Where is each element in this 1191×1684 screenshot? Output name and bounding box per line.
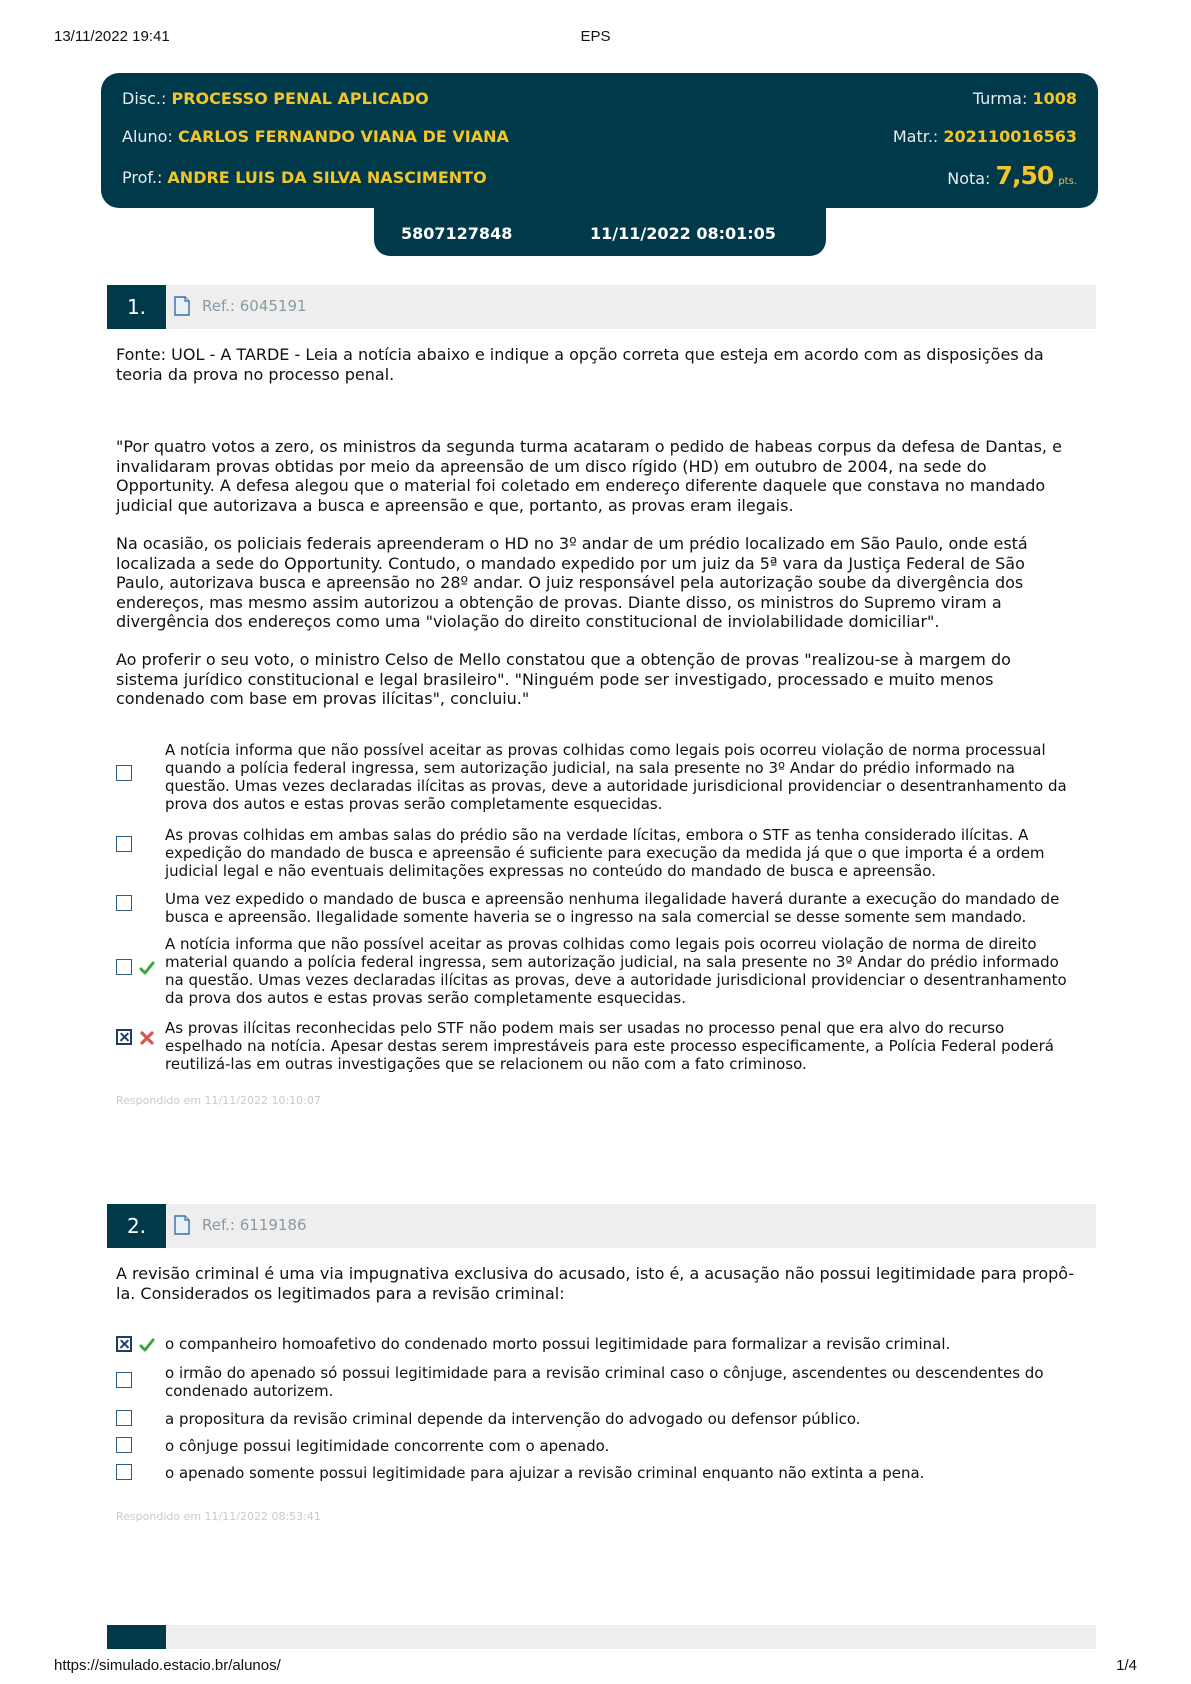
option-checkbox-checked[interactable] <box>116 1029 132 1045</box>
option-text: o apenado somente possui legitimidade para ajuizar a revisão criminal enquanto não extinta a pena. <box>165 1464 925 1482</box>
option-checkbox[interactable] <box>116 1464 132 1480</box>
exam-header-card <box>101 73 1098 208</box>
option-checkbox[interactable] <box>116 895 132 911</box>
question-3-header <box>107 1625 1096 1649</box>
option-text: a propositura da revisão criminal depende da intervenção do advogado ou defensor público. <box>165 1410 861 1428</box>
option-checkbox[interactable] <box>116 836 132 852</box>
question-1-answered-at: Respondido em 11/11/2022 10:10:07 <box>116 1094 321 1107</box>
option-checkbox[interactable] <box>116 1410 132 1426</box>
question-1-header <box>107 285 1096 329</box>
question-1-paragraph-2: Na ocasião, os policiais federais apreenderam o HD no 3º andar de um prédio localizado em São Paulo, onde está localizada a sede do Opportunity. Contudo, o mandado expedido por um juiz da 5ª vara da Justiça Federal de São Paulo, autorizava busca e apreensão no 28º andar. O juiz responsável pela autorização soube da divergência dos endereços, mas mesmo assim autorizou a obtenção de provas. Diante disso, os ministros do Supremo viram a divergência dos endereços como uma "violação do direito constitucional de inviolabilidade domiciliar". <box>116 534 1028 631</box>
registration-label: Matr.: <box>892 127 939 146</box>
option-text: o irmão do apenado só possui legitimidade para a revisão criminal caso o cônjuge, ascendentes ou descendentes do condenado autorizem. <box>165 1364 1044 1400</box>
class-value: 1008 <box>1032 89 1077 108</box>
print-url: https://simulado.estacio.br/alunos/ <box>54 1657 281 1674</box>
option-checkbox[interactable] <box>116 1437 132 1453</box>
registration <box>893 127 1077 146</box>
question-1-paragraph-3: Ao proferir o seu voto, o ministro Celso de Mello constatou que a obtenção de provas "realizou-se à margem do sistema jurídico constitucional e legal brasileiro". "Ninguém pode ser investigado, processado e muito menos condenado com base em provas ilícitas", concluiu." <box>116 650 1011 708</box>
question-number: 1. <box>107 285 166 329</box>
professor <box>122 168 487 187</box>
question-2-answered-at: Respondido em 11/11/2022 08:53:41 <box>116 1510 321 1523</box>
exam-id: 5807127848 <box>401 224 513 243</box>
discipline-label: Disc.: <box>122 89 167 108</box>
question-ref: Ref.: 6119186 <box>202 1216 307 1234</box>
discipline-value: PROCESSO PENAL APLICADO <box>171 89 429 108</box>
option-text: As provas ilícitas reconhecidas pelo STF não podem mais ser usadas no processo penal que era alvo do recurso espelhado na notícia. Apesar destas serem imprestáveis para este processo especificamente, a Polícia Federal poderá reutilizá-las em outras investigações que se relacionem ou não com a fato criminoso. <box>165 1019 1054 1073</box>
class-label: Turma: <box>972 89 1028 108</box>
option-checkbox[interactable] <box>116 1372 132 1388</box>
grade-unit: pts. <box>1058 176 1077 187</box>
grade-value: 7,50 <box>995 161 1054 190</box>
option-text: A notícia informa que não possível aceitar as provas colhidas como legais pois ocorreu violação de norma processual quando a polícia federal ingressa, sem autorização judicial, na sala presente no 3º Andar do prédio informado na questão. Umas vezes declaradas ilícitas as provas, deve a autoridade jurisdicional providenciar o desentranhamento da prova dos autos e estas provas serão completamente esquecidas. <box>165 741 1067 813</box>
option-text: o cônjuge possui legitimidade concorrente com o apenado. <box>165 1437 610 1455</box>
professor-name: ANDRE LUIS DA SILVA NASCIMENTO <box>167 168 487 187</box>
exam-datetime: 11/11/2022 08:01:05 <box>590 224 776 243</box>
professor-label: Prof.: <box>122 168 163 187</box>
exam-info-tab <box>374 208 826 256</box>
discipline-row <box>122 89 1077 113</box>
correct-icon <box>139 960 155 976</box>
question-ref: Ref.: 6045191 <box>202 297 307 315</box>
option-checkbox-checked[interactable] <box>116 1336 132 1352</box>
print-datetime: 13/11/2022 19:41 <box>54 28 170 45</box>
correct-icon <box>139 1337 155 1353</box>
question-1-source: Fonte: UOL - A TARDE - Leia a notícia abaixo e indique a opção correta que esteja em acordo com as disposições da teoria da prova no processo penal. <box>116 345 1044 384</box>
grade-label: Nota: <box>947 169 991 188</box>
question-number-partial <box>107 1625 166 1649</box>
option-text: o companheiro homoafetivo do condenado morto possui legitimidade para formalizar a revisão criminal. <box>165 1335 951 1353</box>
print-title: EPS <box>580 28 611 45</box>
question-number: 2. <box>107 1204 166 1248</box>
question-2-statement: A revisão criminal é uma via impugnativa exclusiva do acusado, isto é, a acusação não possui legitimidade para propô-la. Considerados os legitimados para a revisão criminal: <box>116 1264 1075 1303</box>
option-checkbox[interactable] <box>116 959 132 975</box>
option-text: Uma vez expedido o mandado de busca e apreensão nenhuma ilegalidade haverá durante a execução do mandado de busca e apreensão. Ilegalidade somente haveria se o ingresso na sala comercial se desse somente sem mandado. <box>165 890 1060 926</box>
registration-value: 202110016563 <box>943 127 1077 146</box>
student-name: CARLOS FERNANDO VIANA DE VIANA <box>177 127 509 146</box>
question-1-paragraph-1: "Por quatro votos a zero, os ministros da segunda turma acataram o pedido de habeas corpus da defesa de Dantas, e invalidaram provas obtidas por meio da apreensão de um disco rígido (HD) em outubro de 2004, na sede do Opportunity. A defesa alegou que o material foi coletado em endereço diferente daquele que constava no mandado judicial que autorizava a busca e apreensão e que, portanto, as provas eram ilegais. <box>116 437 1062 515</box>
student-label: Aluno: <box>122 127 173 146</box>
discipline <box>122 89 429 108</box>
option-text: As provas colhidas em ambas salas do prédio são na verdade lícitas, embora o STF as tenha considerado ilícitas. A expedição do mandado de busca e apreensão é suficiente para execução da medida já que o que importa é a ordem judicial legal e não eventuais delimitações expressas no conteúdo do mandado de busca e apreensão. <box>165 826 1045 880</box>
professor-row <box>122 161 1077 195</box>
class-group <box>973 89 1077 108</box>
student-row <box>122 127 1077 151</box>
option-checkbox[interactable] <box>116 765 132 781</box>
document-icon[interactable] <box>174 296 190 316</box>
print-page-number: 1/4 <box>1116 1657 1137 1674</box>
option-text: A notícia informa que não possível aceitar as provas colhidas como legais pois ocorreu violação de norma de direito material quando a polícia federal ingressa, sem autorização judicial, na sala presente no 3º Andar do prédio informado na questão. Umas vezes declaradas ilícitas as provas, deve a autoridade jurisdicional providenciar o desentranhamento da prova dos autos e estas provas serão completamente esquecidas. <box>165 935 1067 1007</box>
student <box>122 127 509 146</box>
question-2-header <box>107 1204 1096 1248</box>
wrong-icon <box>139 1030 155 1046</box>
grade <box>947 161 1077 190</box>
document-icon[interactable] <box>174 1215 190 1235</box>
